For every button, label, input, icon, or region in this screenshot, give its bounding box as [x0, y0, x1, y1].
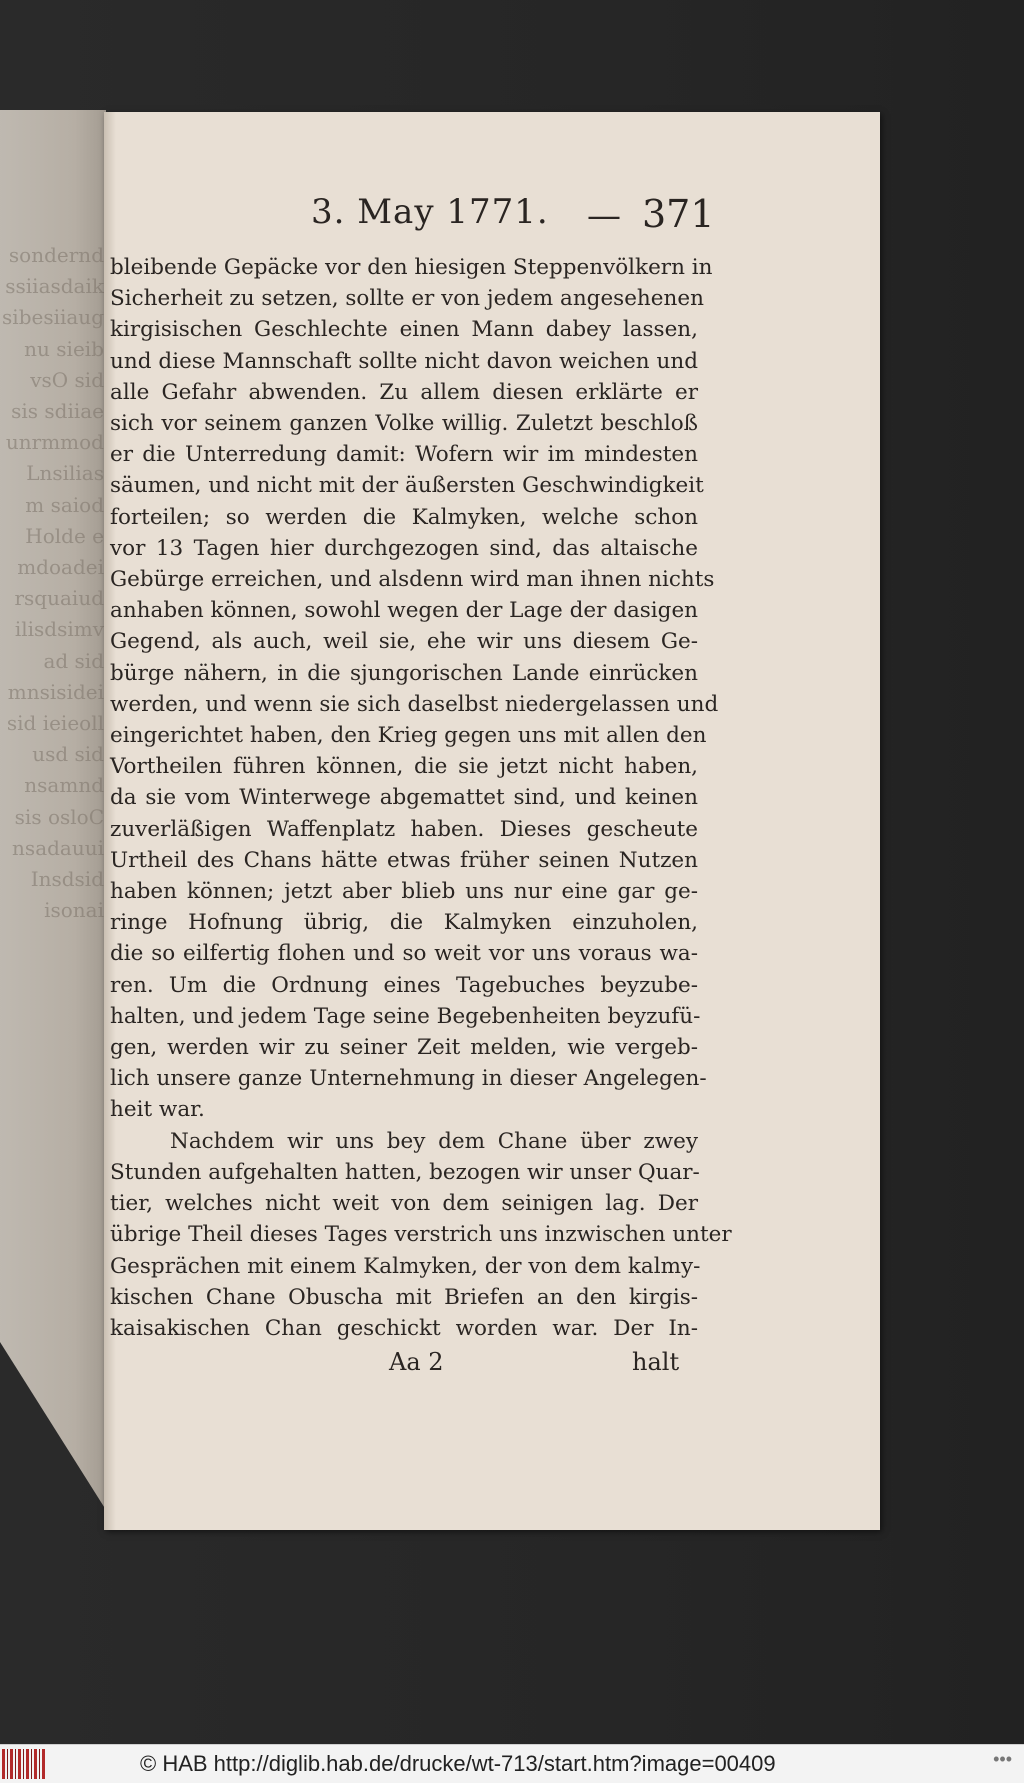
text-line: und diese Mannschaft sollte nicht davon weichen und [110, 348, 698, 374]
text-line: übrige Theil dieses Tages verstrich uns inzwischen unter [110, 1222, 732, 1248]
text-line: Sicherheit zu setzen, sollte er von jedem angesehenen [110, 286, 704, 312]
text-line: haben können; jetzt aber blieb uns nur eine gar ge- [110, 879, 698, 905]
ghost-line: usd sid [32, 742, 104, 767]
ghost-line: Insdsid [30, 867, 104, 892]
text-line: tier, welches nicht weit von dem seinigen lag. Der [110, 1191, 698, 1217]
text-line: kaisakischen Chan geschickt worden war. Der In- [110, 1315, 698, 1341]
ghost-line: rsquaiud [14, 586, 104, 611]
text-line: anhaben können, sowohl wegen der Lage der dasigen [110, 598, 699, 624]
header-dash: — [587, 196, 621, 236]
text-line: Urtheil des Chans hätte etwas früher seinen Nutzen [110, 847, 698, 873]
text-line: zuverläßigen Waffenplatz haben. Dieses gescheute [110, 816, 698, 842]
text-line: werden, und wenn sie sich daselbst niedergelassen und [110, 691, 719, 717]
book-page [104, 112, 880, 1530]
text-line: bürge nähern, in die sjungorischen Lande einrücken [110, 660, 698, 686]
text-line: sich vor seinem ganzen Volke willig. Zuletzt beschloß [110, 411, 698, 437]
text-line: da sie vom Winterwege abgemattet sind, und keinen [110, 785, 698, 811]
text-line: lich unsere ganze Unternehmung in dieser Angelegen- [110, 1066, 707, 1092]
text-line: die so eilfertig flohen und so weit vor uns voraus wa- [110, 941, 698, 967]
text-line: eingerichtet haben, den Krieg gegen uns mit allen den [110, 723, 707, 749]
viewer-footer-bar [0, 1744, 1024, 1783]
text-line: bleibende Gepäcke vor den hiesigen Steppenvölkern in [110, 255, 713, 280]
ghost-line: unrmmod [5, 430, 104, 455]
text-line: heit war. [110, 1097, 205, 1123]
text-line: ren. Um die Ordnung eines Tagebuches beyzube- [110, 972, 698, 998]
text-line: vor 13 Tagen hier durchgezogen sind, das altaische [110, 535, 698, 561]
text-line: kischen Chane Obuscha mit Briefen an den kirgis- [110, 1284, 698, 1310]
facing-page-bleedthrough [0, 240, 104, 1330]
text-line: er die Unterredung damit: Wofern wir im mindesten [110, 442, 698, 468]
text-line: ringe Hofnung übrig, die Kalmyken einzuholen, [110, 910, 698, 936]
hab-logo-icon [2, 1749, 46, 1779]
ghost-line: sid ieieoll [6, 711, 104, 736]
ghost-line: Lnsilias [26, 461, 104, 486]
text-line: halten, und jedem Tage seine Begebenheiten beyzufü- [110, 1003, 701, 1029]
text-line: alle Gefahr abwenden. Zu allem diesen erklärte er [110, 379, 698, 405]
page-header [104, 192, 880, 242]
text-line: kirgisischen Geschlechte einen Mann dabey lassen, [110, 317, 698, 343]
text-line: Nachdem wir uns bey dem Chane über zwey [170, 1128, 698, 1154]
text-line: säumen, und nicht mit der äußersten Geschwindigkeit [110, 473, 704, 499]
text-line: Vortheilen führen können, die sie jetzt nicht haben, [110, 754, 698, 780]
text-line: Stunden aufgehalten hatten, bezogen wir unser Quar- [110, 1159, 700, 1185]
ghost-line: Holde e [25, 523, 104, 548]
page-body-text [110, 252, 732, 1344]
source-credit-link[interactable]: © HAB http://diglib.hab.de/drucke/wt-713/start.htm?image=00409 [140, 1751, 776, 1776]
ghost-line: isonai [44, 898, 104, 923]
more-options-icon[interactable]: ••• [993, 1749, 1012, 1769]
text-line: gen, werden wir zu seiner Zeit melden, wie vergeb- [110, 1035, 698, 1061]
ghost-line: mnsisidei [7, 679, 104, 704]
text-line: forteilen; so werden die Kalmyken, welche schon [110, 504, 698, 530]
signature-mark: Aa 2 [389, 1348, 444, 1376]
catchword: halt [632, 1348, 680, 1376]
ghost-line: mdoadei [17, 555, 104, 580]
ghost-line: ssiiasdaik [5, 274, 104, 299]
ghost-line: nu sieib [24, 336, 104, 361]
page-foot [104, 1348, 880, 1384]
ghost-line: nsamnd [24, 773, 104, 798]
ghost-line: sibesiiaug [2, 305, 104, 330]
ghost-line: ad sid [43, 648, 104, 673]
ghost-line: sis sdiiae [11, 399, 104, 424]
text-line: Gesprächen mit einem Kalmyken, der von dem kalmy- [110, 1253, 701, 1279]
ghost-line: sondernd [8, 243, 104, 267]
ghost-line: vsO sid [30, 367, 104, 392]
ghost-line: sis osloC [14, 804, 104, 829]
text-line: Gegend, als auch, weil sie, ehe wir uns diesem Ge- [110, 629, 698, 655]
running-head: 3. May 1771. [311, 192, 549, 232]
page-number: 371 [642, 192, 715, 236]
ghost-line: ilisdsimv [14, 617, 104, 642]
ghost-line: m saiod [25, 492, 104, 517]
ghost-line: nsadauui [12, 835, 104, 860]
text-line: Gebürge erreichen, und alsdenn wird man ihnen nichts [110, 567, 715, 593]
